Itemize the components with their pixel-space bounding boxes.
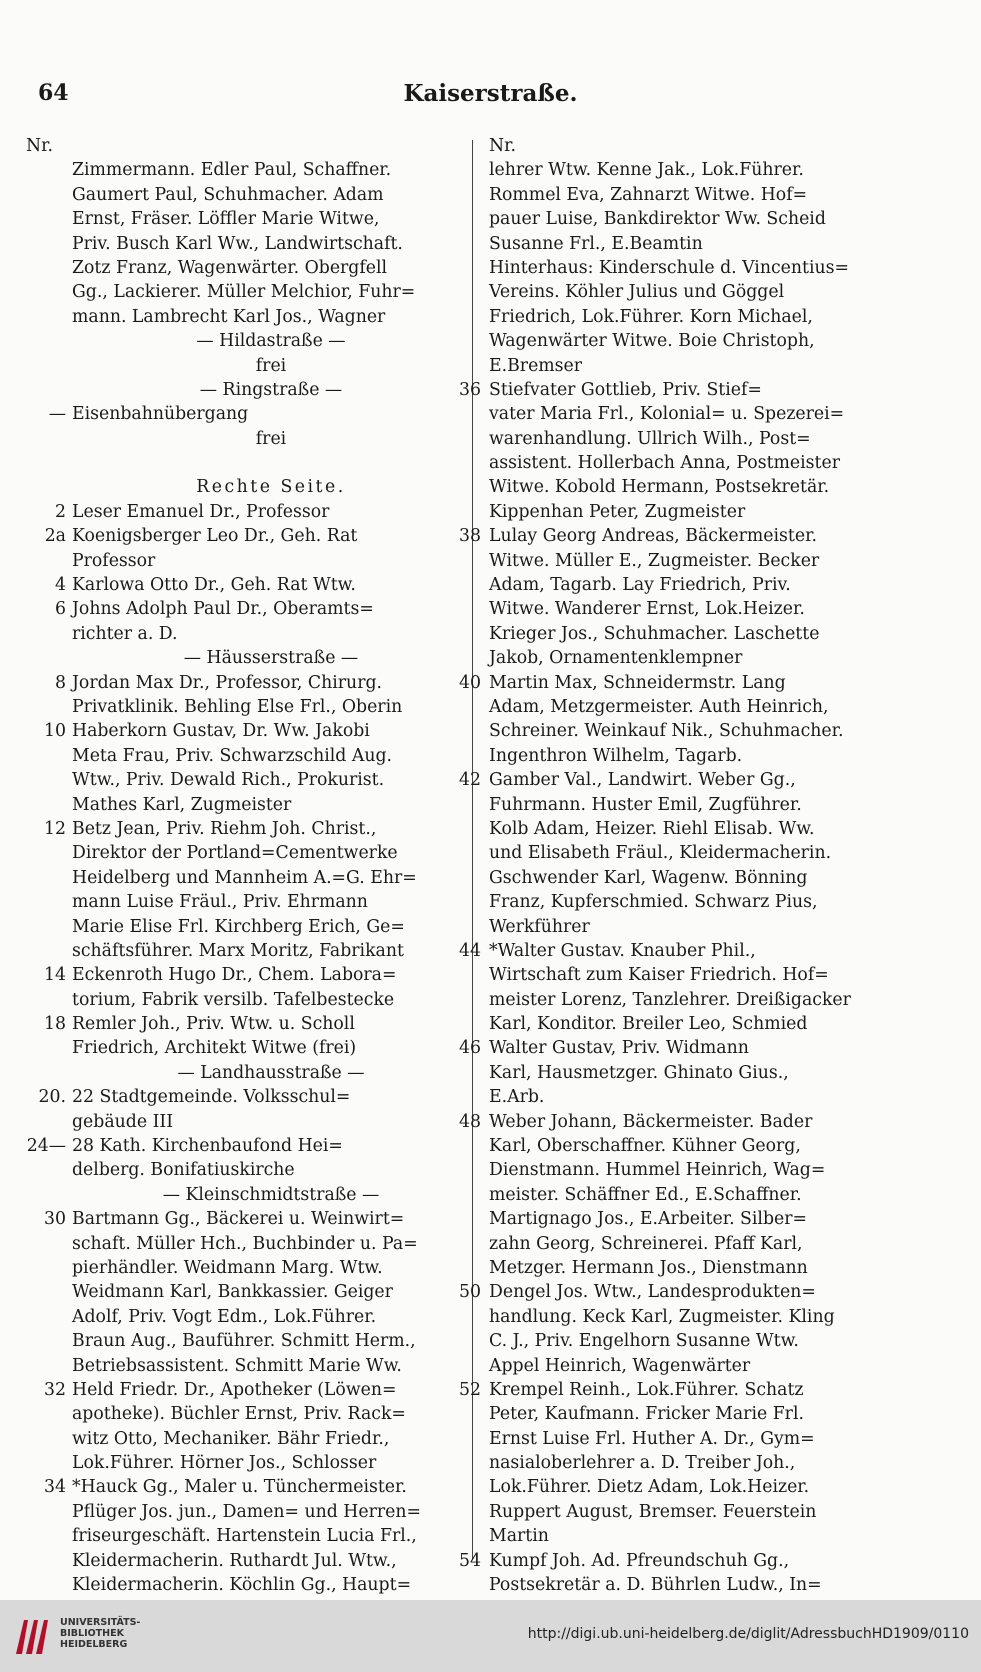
directory-line	[485, 549, 909, 573]
entry-text: Kippenhan Peter, Zugmeister	[489, 501, 746, 522]
directory-line	[22, 1475, 470, 1499]
directory-line	[485, 280, 909, 304]
street-separator: — Häusserstraße —	[183, 648, 359, 669]
entry-text: Held Friedr. Dr., Apotheker (Löwen=	[72, 1379, 397, 1400]
entry-text: Witwe. Müller E., Zugmeister. Becker	[489, 550, 820, 571]
directory-line	[459, 1280, 909, 1304]
entry-text: warenhandlung. Ullrich Wilh., Post=	[489, 428, 811, 449]
entry-text: Peter, Kaufmann. Fricker Marie Frl.	[489, 1404, 804, 1425]
entry-text: Kolb Adam, Heizer. Riehl Elisab. Ww.	[489, 818, 815, 839]
directory-line	[485, 354, 909, 378]
directory-line	[485, 1256, 909, 1280]
entry-text: Postsekretär a. D. Bührlen Ludw., In=	[489, 1575, 822, 1596]
directory-line	[22, 744, 470, 768]
entry-text: Karl, Konditor. Breiler Leo, Schmied	[489, 1014, 808, 1035]
blank-line	[22, 451, 470, 475]
directory-line	[485, 1402, 909, 1426]
directory-line	[485, 1232, 909, 1256]
directory-line	[22, 719, 470, 743]
entry-text: Adam, Metzgermeister. Auth Heinrich,	[489, 696, 829, 717]
entry-text: Martin	[489, 1526, 549, 1547]
entry-text: Zotz Franz, Wagenwärter. Obergfell	[72, 257, 388, 278]
directory-line	[22, 1207, 470, 1231]
entry-text: Meta Frau, Priv. Schwarzschild Aug.	[72, 745, 393, 766]
page-number: 64	[38, 80, 69, 106]
directory-line	[22, 915, 470, 939]
entry-text: Eisenbahnübergang	[72, 404, 249, 425]
house-number: 36	[459, 379, 481, 400]
entry-text: torium, Fabrik versilb. Tafelbestecke	[72, 989, 395, 1010]
directory-line	[22, 1378, 470, 1402]
directory-line	[22, 671, 470, 695]
entry-text: assistent. Hollerbach Anna, Postmeister	[489, 453, 840, 474]
street-separator: — Hildastraße —	[196, 331, 346, 352]
entry-text: Priv. Busch Karl Ww., Landwirtschaft.	[72, 233, 403, 254]
entry-text: Koenigsberger Leo Dr., Geh. Rat	[72, 526, 358, 547]
entry-text: Haberkorn Gustav, Dr. Ww. Jakobi	[72, 721, 370, 742]
university-library-logo-icon	[10, 1614, 54, 1658]
directory-line	[485, 1500, 909, 1524]
house-number: 50	[459, 1282, 481, 1303]
entry-text: Appel Heinrich, Wagenwärter	[489, 1355, 751, 1376]
directory-line	[485, 1085, 909, 1109]
entry-text: Ruppert August, Bremser. Feuerstein	[489, 1501, 817, 1522]
directory-line	[22, 988, 470, 1012]
column-divider	[472, 140, 473, 1560]
directory-line	[22, 305, 470, 329]
house-number: 2a	[44, 526, 66, 547]
entry-text: Dienstmann. Hummel Heinrich, Wag=	[489, 1160, 826, 1181]
entry-text: Weidmann Karl, Bankkassier. Geiger	[72, 1282, 393, 1303]
entry-text: meister. Schäffner Ed., E.Schaffner.	[489, 1184, 802, 1205]
entry-text: handlung. Keck Karl, Zugmeister. Kling	[489, 1306, 835, 1327]
directory-line	[459, 671, 909, 695]
entry-text: Werkführer	[489, 916, 590, 937]
entry-text: Wagenwärter Witwe. Boie Christoph,	[489, 331, 815, 352]
entry-text: Gamber Val., Landwirt. Weber Gg.,	[489, 770, 796, 791]
entry-text: lehrer Wtw. Kenne Jak., Lok.Führer.	[489, 160, 804, 181]
entry-text: Vereins. Köhler Julius und Göggel	[489, 282, 785, 303]
entry-text: Jakob, Ornamentenklempner	[489, 648, 743, 669]
entry-text: E.Arb.	[489, 1087, 545, 1108]
column-header-nr: Nr.	[26, 136, 53, 156]
library-name-line: UNIVERSITÄTS-	[60, 1617, 141, 1628]
entry-text: Karl, Hausmetzger. Ghinato Gius.,	[489, 1062, 789, 1083]
entry-text: Gg., Lackierer. Müller Melchior, Fuhr=	[72, 282, 416, 303]
entry-text: *Walter Gustav. Knauber Phil.,	[489, 940, 756, 961]
house-number: 46	[459, 1038, 481, 1059]
directory-line	[22, 1402, 470, 1426]
entry-text: Lok.Führer. Dietz Adam, Lok.Heizer.	[489, 1477, 810, 1498]
directory-line	[485, 719, 909, 743]
directory-line	[485, 963, 909, 987]
entry-text: 22 Stadtgemeinde. Volksschul=	[72, 1087, 351, 1108]
directory-line	[485, 475, 909, 499]
directory-line	[485, 866, 909, 890]
entry-text: Gaumert Paul, Schuhmacher. Adam	[72, 184, 384, 205]
street-separator: — Ringstraße —	[199, 379, 343, 400]
entry-text: Remler Joh., Priv. Wtw. u. Scholl	[72, 1014, 355, 1035]
entry-text: Kumpf Joh. Ad. Pfreundschuh Gg.,	[489, 1550, 790, 1571]
entry-text: Adolf, Priv. Vogt Edm., Lok.Führer.	[72, 1306, 377, 1327]
house-number: 32	[44, 1379, 66, 1400]
entry-text: Stiefvater Gottlieb, Priv. Stief=	[489, 379, 762, 400]
directory-line	[485, 305, 909, 329]
entry-text: mann Luise Fräul., Priv. Ehrmann	[72, 892, 368, 913]
entry-text: Zimmermann. Edler Paul, Schaffner.	[72, 160, 392, 181]
directory-line	[22, 500, 470, 524]
entry-text: Bartmann Gg., Bäckerei u. Weinwirt=	[72, 1209, 405, 1230]
directory-line	[22, 841, 470, 865]
directory-line	[22, 1500, 470, 1524]
directory-line	[485, 427, 909, 451]
directory-line	[459, 378, 909, 402]
directory-line	[485, 183, 909, 207]
directory-line	[22, 1012, 470, 1036]
directory-line	[22, 1427, 470, 1451]
entry-text: Professor	[72, 550, 156, 571]
entry-text: Betz Jean, Priv. Riehm Joh. Christ.,	[72, 818, 377, 839]
house-number: 38	[459, 526, 481, 547]
street-separator: — Landhausstraße —	[177, 1062, 365, 1083]
directory-line	[22, 1329, 470, 1353]
directory-line	[485, 817, 909, 841]
directory-line	[22, 158, 470, 182]
directory-line	[485, 744, 909, 768]
entry-text: Susanne Frl., E.Beamtin	[489, 233, 703, 254]
entry-text: schaft. Müller Hch., Buchbinder u. Pa=	[72, 1233, 418, 1254]
entry-text: Hinterhaus: Kinderschule d. Vincentius=	[489, 257, 849, 278]
entry-text: friseurgeschäft. Hartenstein Lucia Frl.,	[72, 1526, 417, 1547]
running-title: Kaiserstraße.	[403, 80, 578, 107]
directory-line	[22, 1354, 470, 1378]
directory-line	[22, 622, 470, 646]
entry-text: witz Otto, Mechaniker. Bähr Friedr.,	[72, 1428, 390, 1449]
directory-line	[485, 1207, 909, 1231]
directory-line	[485, 915, 909, 939]
entry-text: Lulay Georg Andreas, Bäckermeister.	[489, 526, 817, 547]
house-number: 42	[459, 770, 481, 791]
entry-text: Kleidermacherin. Ruthardt Jul. Wtw.,	[72, 1550, 397, 1571]
directory-line	[22, 1280, 470, 1304]
house-number: 52	[459, 1379, 481, 1400]
directory-line	[22, 1134, 470, 1158]
directory-line	[22, 1158, 470, 1182]
house-number: 20.	[38, 1087, 66, 1108]
entry-text: Krieger Jos., Schuhmacher. Laschette	[489, 623, 820, 644]
directory-line	[485, 1573, 909, 1597]
directory-line	[22, 1524, 470, 1548]
house-number: 48	[459, 1111, 481, 1132]
directory-line	[485, 988, 909, 1012]
directory-line	[22, 1232, 470, 1256]
entry-text: und Elisabeth Fräul., Kleidermacherin.	[489, 843, 832, 864]
house-number: 40	[459, 672, 481, 693]
entry-text: Dengel Jos. Wtw., Landesprodukten=	[489, 1282, 816, 1303]
entry-text: Johns Adolph Paul Dr., Oberamts=	[72, 599, 374, 620]
column-header-nr: Nr.	[489, 136, 516, 156]
directory-line	[459, 1378, 909, 1402]
directory-line	[22, 232, 470, 256]
directory-line	[22, 1573, 470, 1597]
entry-text: Ingenthron Wilhelm, Tagarb.	[489, 745, 743, 766]
directory-line	[22, 573, 470, 597]
entry-text: Betriebsassistent. Schmitt Marie Ww.	[72, 1355, 402, 1376]
entry-text: Pflüger Jos. jun., Damen= und Herren=	[72, 1501, 421, 1522]
entry-text: Ernst Luise Frl. Huther A. Dr., Gym=	[489, 1428, 815, 1449]
directory-line	[22, 963, 470, 987]
entry-text: Karl, Oberschaffner. Kühner Georg,	[489, 1136, 801, 1157]
directory-line	[485, 500, 909, 524]
directory-line	[485, 597, 909, 621]
directory-line	[22, 939, 470, 963]
entry-text: Walter Gustav, Priv. Widmann	[489, 1038, 749, 1059]
entry-text: Adam, Tagarb. Lay Friedrich, Priv.	[489, 575, 791, 596]
directory-line	[485, 402, 909, 426]
entry-text: Franz, Kupferschmied. Schwarz Pius,	[489, 892, 818, 913]
entry-text: Braun Aug., Bauführer. Schmitt Herm.,	[72, 1331, 416, 1352]
directory-line	[485, 1475, 909, 1499]
directory-line	[485, 207, 909, 231]
house-number: —	[48, 404, 66, 425]
library-name-line: BIBLIOTHEK	[60, 1628, 124, 1639]
house-number: 24—	[26, 1136, 66, 1157]
entry-text: Martin Max, Schneidermstr. Lang	[489, 672, 786, 693]
house-number: 2	[55, 501, 66, 522]
directory-line	[485, 841, 909, 865]
entry-text: Mathes Karl, Zugmeister	[72, 794, 292, 815]
entry-text: pauer Luise, Bankdirektor Ww. Scheid	[489, 209, 826, 230]
directory-line	[485, 1305, 909, 1329]
entry-text: Karlowa Otto Dr., Geh. Rat Wtw.	[72, 575, 356, 596]
street-separator: — Kleinschmidtstraße —	[162, 1184, 380, 1205]
directory-line	[485, 1134, 909, 1158]
directory-line	[485, 232, 909, 256]
directory-line	[22, 1036, 470, 1060]
directory-line	[485, 1427, 909, 1451]
directory-line	[485, 890, 909, 914]
house-number: 8	[55, 672, 66, 693]
library-name	[60, 1617, 140, 1650]
entry-text: Direktor der Portland=Cementwerke	[72, 843, 398, 864]
directory-line	[485, 1354, 909, 1378]
entry-text: Krempel Reinh., Lok.Führer. Schatz	[489, 1379, 804, 1400]
entry-text: Weber Johann, Bäckermeister. Bader	[489, 1111, 813, 1132]
directory-line	[22, 1085, 470, 1109]
directory-line	[22, 1110, 470, 1134]
directory-line	[22, 817, 470, 841]
directory-line	[22, 890, 470, 914]
entry-text: Kleidermacherin. Köchlin Gg., Haupt=	[72, 1575, 412, 1596]
entry-text: Wtw., Priv. Dewald Rich., Prokurist.	[72, 770, 385, 791]
house-number: 44	[459, 940, 481, 961]
entry-text: meister Lorenz, Tanzlehrer. Dreißigacker	[489, 989, 851, 1010]
house-number: 4	[55, 575, 66, 596]
directory-line	[22, 524, 470, 548]
left-column	[22, 134, 470, 1597]
entry-text: apotheke). Büchler Ernst, Priv. Rack=	[72, 1404, 406, 1425]
entry-text: Witwe. Wanderer Ernst, Lok.Heizer.	[489, 599, 805, 620]
directory-line	[22, 402, 470, 426]
entry-text: Leser Emanuel Dr., Professor	[72, 501, 330, 522]
directory-line	[22, 256, 470, 280]
directory-line	[485, 1524, 909, 1548]
entry-text: Witwe. Kobold Hermann, Postsekretär.	[489, 477, 830, 498]
directory-line	[459, 1549, 909, 1573]
directory-line	[22, 549, 470, 573]
directory-line	[485, 1012, 909, 1036]
directory-line	[459, 1110, 909, 1134]
directory-line	[485, 646, 909, 670]
house-number: 10	[44, 721, 66, 742]
library-name-line: HEIDELBERG	[60, 1639, 128, 1650]
directory-line	[485, 1329, 909, 1353]
entry-text: Metzger. Hermann Jos., Dienstmann	[489, 1257, 808, 1278]
entry-text: Friedrich, Lok.Führer. Korn Michael,	[489, 306, 813, 327]
entry-text: Gschwender Karl, Wagenw. Bönning	[489, 867, 808, 888]
directory-line	[485, 1451, 909, 1475]
directory-line	[22, 183, 470, 207]
house-number: 14	[44, 965, 66, 986]
house-number: 6	[55, 599, 66, 620]
directory-line	[485, 573, 909, 597]
directory-line	[22, 695, 470, 719]
directory-line	[459, 939, 909, 963]
source-url-link[interactable]: http://digi.ub.uni-heidelberg.de/diglit/AdressbuchHD1909/0110	[527, 1626, 969, 1642]
house-number: 54	[459, 1550, 481, 1571]
directory-line	[22, 1451, 470, 1475]
entry-text: Schreiner. Weinkauf Nik., Schuhmacher.	[489, 721, 844, 742]
entry-text: Lok.Führer. Hörner Jos., Schlosser	[72, 1453, 377, 1474]
house-number: 30	[44, 1209, 66, 1230]
entry-text: Martignago Jos., E.Arbeiter. Silber=	[489, 1209, 807, 1230]
entry-text: Rommel Eva, Zahnarzt Witwe. Hof=	[489, 184, 808, 205]
street-separator: frei	[255, 355, 287, 376]
directory-line	[485, 158, 909, 182]
directory-line	[22, 768, 470, 792]
directory-line	[22, 1549, 470, 1573]
directory-line	[485, 793, 909, 817]
entry-text: E.Bremser	[489, 355, 583, 376]
directory-line	[485, 329, 909, 353]
section-heading: Rechte Seite.	[196, 477, 346, 498]
directory-line	[22, 597, 470, 621]
entry-text: 28 Kath. Kirchenbaufond Hei=	[72, 1136, 343, 1157]
entry-text: Privatklinik. Behling Else Frl., Oberin	[72, 696, 403, 717]
entry-text: Friedrich, Architekt Witwe (frei)	[72, 1038, 357, 1059]
entry-text: nasialoberlehrer a. D. Treiber Joh.,	[489, 1453, 796, 1474]
house-number: 12	[44, 818, 66, 839]
entry-text: Marie Elise Frl. Kirchberg Erich, Ge=	[72, 916, 405, 937]
directory-line	[485, 451, 909, 475]
entry-text: mann. Lambrecht Karl Jos., Wagner	[72, 306, 386, 327]
entry-text: Ernst, Fräser. Löffler Marie Witwe,	[72, 209, 380, 230]
directory-line	[22, 866, 470, 890]
entry-text: gebäude III	[72, 1111, 174, 1132]
entry-text: Heidelberg und Mannheim A.=G. Ehr=	[72, 867, 417, 888]
directory-line	[459, 524, 909, 548]
entry-text: Jordan Max Dr., Professor, Chirurg.	[72, 672, 383, 693]
entry-text: *Hauck Gg., Maler u. Tünchermeister.	[72, 1477, 407, 1498]
entry-text: delberg. Bonifatiuskirche	[72, 1160, 295, 1181]
directory-line	[485, 256, 909, 280]
right-column	[459, 134, 909, 1597]
directory-line	[22, 280, 470, 304]
entry-text: pierhändler. Weidmann Marg. Wtw.	[72, 1257, 383, 1278]
house-number: 34	[44, 1477, 66, 1498]
directory-line	[459, 1036, 909, 1060]
footer-bar	[0, 1600, 981, 1672]
street-separator: frei	[255, 428, 287, 449]
entry-text: vater Maria Frl., Kolonial= u. Spezerei=	[489, 404, 845, 425]
entry-text: zahn Georg, Schreinerei. Pfaff Karl,	[489, 1233, 803, 1254]
directory-line	[485, 695, 909, 719]
directory-line	[459, 768, 909, 792]
house-number: 18	[44, 1014, 66, 1035]
entry-text: Eckenroth Hugo Dr., Chem. Labora=	[72, 965, 397, 986]
directory-line	[22, 207, 470, 231]
entry-text: richter a. D.	[72, 623, 178, 644]
directory-line	[22, 1305, 470, 1329]
entry-text: Wirtschaft zum Kaiser Friedrich. Hof=	[489, 965, 829, 986]
entry-text: schäftsführer. Marx Moritz, Fabrikant	[72, 940, 404, 961]
directory-line	[485, 1183, 909, 1207]
directory-line	[22, 1256, 470, 1280]
entry-text: C. J., Priv. Engelhorn Susanne Wtw.	[489, 1331, 799, 1352]
directory-line	[485, 1061, 909, 1085]
entry-text: Fuhrmann. Huster Emil, Zugführer.	[489, 794, 802, 815]
directory-line	[485, 1158, 909, 1182]
directory-line	[22, 793, 470, 817]
directory-line	[485, 622, 909, 646]
